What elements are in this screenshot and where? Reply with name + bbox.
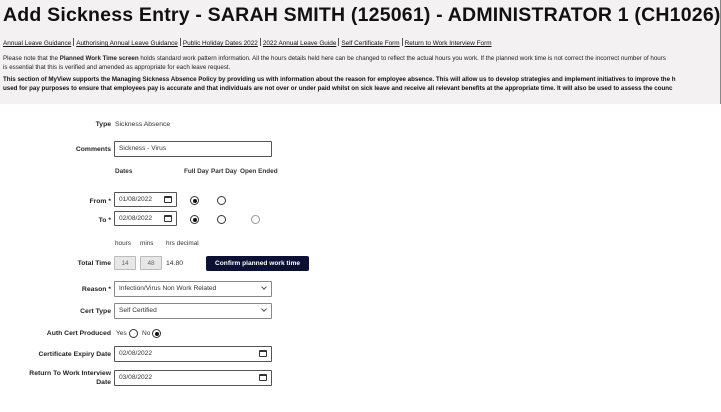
rtw-label-line2: Date	[96, 379, 111, 386]
type-value: Sickness Absence	[115, 121, 171, 128]
full-day-header: Full Day	[184, 168, 209, 175]
total-hours-field: 14	[114, 256, 136, 270]
from-part-day-radio[interactable]	[217, 196, 226, 205]
policy-note-line2: used for pay purposes to ensure that employees pay is accurate and that individuals are not over or under paid whilst on sick leave and receive all relevant benefits at the appropriate time. It will also be used to assess the counc	[3, 85, 673, 92]
chevron-down-icon	[261, 306, 267, 312]
rtw-label-line1: Return To Work Interview	[29, 370, 111, 377]
cert-expiry-date-input[interactable]	[114, 346, 272, 362]
guidance-links	[3, 38, 492, 47]
to-date-input[interactable]	[114, 211, 177, 226]
to-label: To *	[98, 217, 111, 224]
hours-header: hours	[115, 240, 131, 247]
link-authorising-annual-leave-guidance[interactable]: Authorising Annual Leave Guidance	[76, 40, 178, 47]
policy-note-line1: This section of MyView supports the Managing Sickness Absence Policy by providing us with information about the reason for employee absence. This will allow us to develop strategies and implement initiatives to improve the h	[3, 76, 676, 83]
auth-cert-yes-label: Yes	[116, 330, 127, 337]
calendar-icon[interactable]	[259, 350, 267, 357]
total-mins-field: 48	[140, 256, 162, 270]
part-day-header: Part Day	[211, 168, 237, 175]
to-date-value: 02/08/2022	[119, 215, 153, 222]
comments-input[interactable]: Sickness - Virus	[114, 141, 272, 157]
reason-select[interactable]	[114, 281, 272, 297]
from-full-day-radio[interactable]	[190, 196, 199, 205]
rtw-date-value: 03/08/2022	[119, 374, 153, 381]
link-return-to-work-form[interactable]: Return to Work Interview Form	[404, 40, 492, 47]
from-date-value: 01/08/2022	[119, 196, 153, 203]
link-public-holiday-dates[interactable]: Public Holiday Dates 2022	[182, 40, 258, 47]
total-decimal-value: 14.80	[166, 260, 184, 267]
note-text: holds standard work pattern information. All the hours details held here can be changed to reflect the actual hours you work. If the planned work time is not correct the incorrect number of hours	[138, 55, 666, 62]
comments-label: Comments	[75, 146, 111, 153]
calendar-icon[interactable]	[164, 196, 172, 203]
auth-cert-no-radio[interactable]	[152, 329, 161, 338]
cert-type-select[interactable]	[114, 303, 272, 319]
cert-type-selected-value: Self Certified	[119, 307, 157, 314]
total-time-label: Total Time	[77, 260, 111, 267]
verify-note: is essential that this is verified and amended as appropriate for each leave request.	[3, 64, 231, 71]
mins-header: mins	[140, 240, 154, 247]
link-separator	[338, 38, 339, 46]
type-label: Type	[95, 121, 111, 128]
link-separator	[260, 38, 261, 46]
dates-header: Dates	[115, 168, 133, 175]
rtw-date-input[interactable]	[114, 370, 272, 386]
planned-work-note	[3, 55, 666, 62]
reason-selected-value: Infection/Virus Non Work Related	[119, 285, 217, 292]
link-self-certificate-form[interactable]: Self Certificate Form	[341, 40, 400, 47]
reason-label: Reason *	[81, 286, 111, 293]
cert-expiry-label: Certificate Expiry Date	[38, 351, 111, 358]
calendar-icon[interactable]	[164, 215, 172, 222]
note-bold-text: Planned Work Time screen	[59, 55, 139, 62]
link-separator	[180, 38, 181, 46]
cert-type-label: Cert Type	[80, 308, 111, 315]
chevron-down-icon	[261, 284, 267, 290]
hrs-decimal-header: hrs decimal	[166, 240, 199, 247]
from-label: From *	[89, 198, 111, 205]
page-title: Add Sickness Entry - SARAH SMITH (125061) - ADMINISTRATOR 1 (CH1026)	[3, 4, 721, 26]
link-separator	[73, 38, 74, 46]
auth-cert-yes-radio[interactable]	[129, 329, 138, 338]
confirm-planned-work-time-button[interactable]: Confirm planned work time	[206, 256, 309, 271]
link-annual-leave-guide[interactable]: 2022 Annual Leave Guide	[262, 40, 337, 47]
link-annual-leave-guidance[interactable]: Annual Leave Guidance	[3, 40, 72, 47]
auth-cert-no-label: No	[142, 330, 151, 337]
auth-cert-no-option[interactable]	[142, 329, 161, 338]
calendar-icon[interactable]	[259, 374, 267, 381]
cert-expiry-date-value: 02/08/2022	[119, 350, 153, 357]
auth-cert-yes-option[interactable]	[116, 329, 138, 338]
from-date-input[interactable]	[114, 192, 177, 207]
auth-cert-label: Auth Cert Produced	[46, 330, 111, 337]
note-text: Please note that the	[3, 55, 60, 62]
to-open-ended-radio[interactable]	[251, 215, 260, 224]
to-full-day-radio[interactable]	[190, 215, 199, 224]
link-separator	[402, 38, 403, 46]
to-part-day-radio[interactable]	[217, 215, 226, 224]
open-ended-header: Open Ended	[240, 168, 278, 175]
